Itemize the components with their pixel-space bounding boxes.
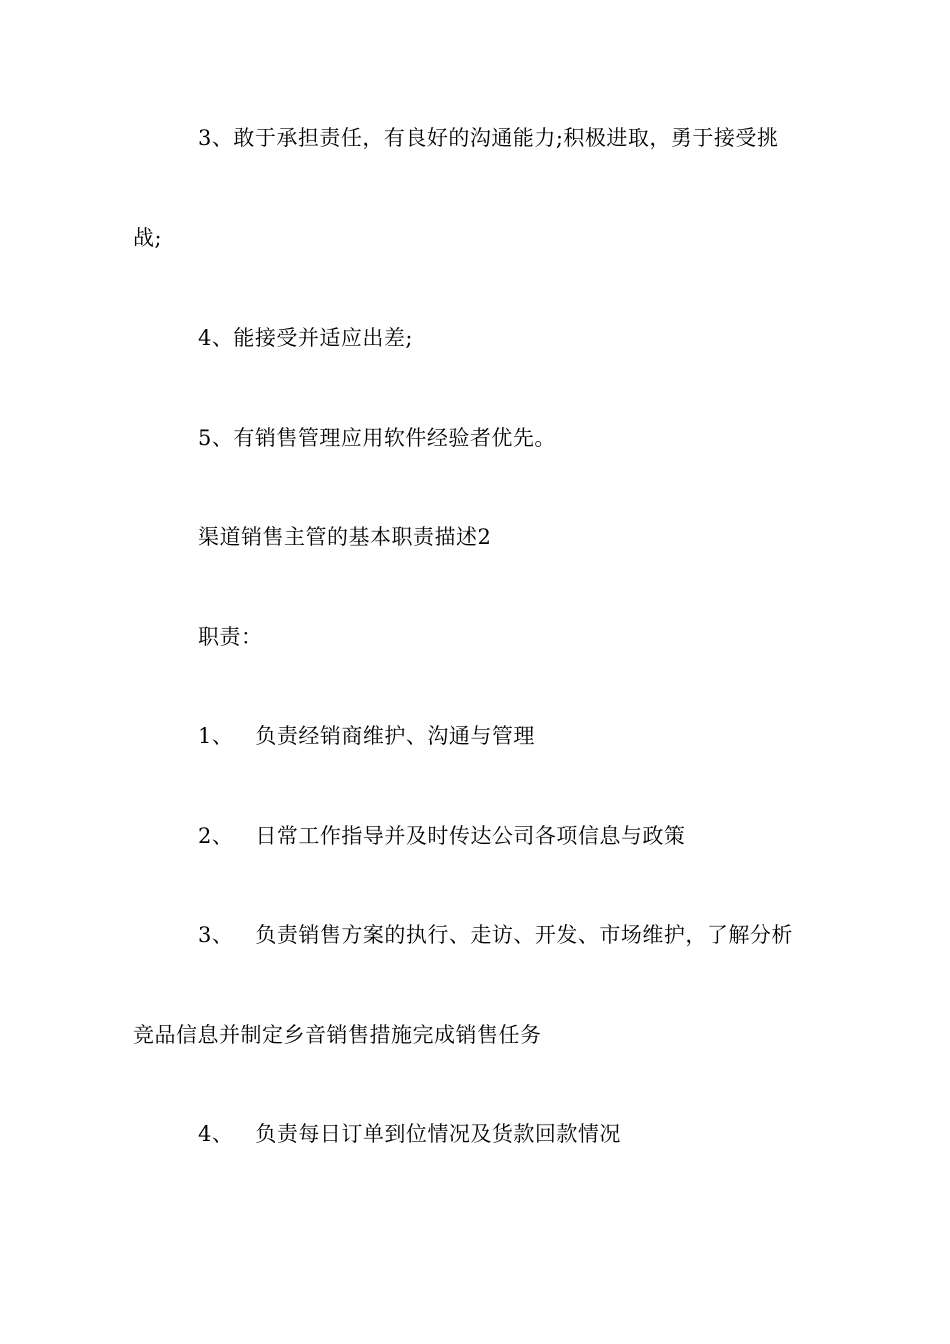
list-item-text: 负责经销商维护、沟通与管理 [255, 724, 535, 748]
line-text: 5、有销售管理应用软件经验者优先。 [198, 426, 556, 450]
paragraph-line [133, 1022, 542, 1048]
list-item [198, 723, 535, 749]
list-item-number: 1、 [198, 724, 234, 748]
list-item-text: 负责每日订单到位情况及货款回款情况 [255, 1122, 621, 1146]
paragraph-line [198, 125, 778, 151]
list-item [198, 1121, 621, 1147]
section-heading [198, 524, 491, 550]
paragraph-line [133, 225, 162, 251]
list-item-text: 负责销售方案的执行、走访、开发、市场维护，了解分析 [255, 923, 793, 947]
line-text: 战; [133, 226, 163, 250]
list-item-number: 2、 [198, 824, 234, 848]
list-item-number: 3、 [198, 923, 234, 947]
section-label [198, 624, 263, 650]
paragraph-line [198, 425, 556, 451]
line-text: 3、敢于承担责任，有良好的沟通能力;积极进取，勇于接受挑 [198, 126, 779, 150]
list-item [198, 922, 793, 948]
heading-text: 渠道销售主管的基本职责描述2 [198, 525, 492, 549]
line-text: 4、能接受并适应出差; [198, 326, 413, 350]
line-text: 竞品信息并制定乡音销售措施完成销售任务 [133, 1023, 542, 1047]
list-item-text: 日常工作指导并及时传达公司各项信息与政策 [255, 824, 686, 848]
label-text: 职责： [198, 625, 263, 649]
list-item [198, 823, 685, 849]
list-item-number: 4、 [198, 1122, 234, 1146]
paragraph-line [198, 325, 413, 351]
